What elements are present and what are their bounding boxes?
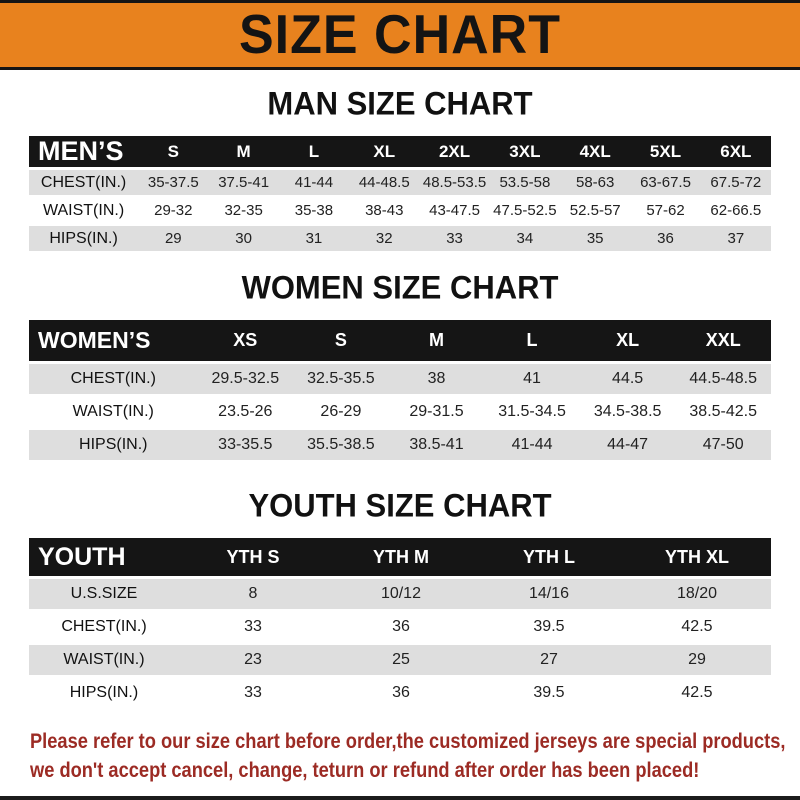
size-column-header: S — [293, 320, 389, 361]
measurement-value: 41 — [484, 364, 580, 394]
measurement-value: 48.5-53.5 — [419, 170, 489, 195]
measurement-label: CHEST(IN.) — [29, 612, 179, 642]
measurement-value: 39.5 — [475, 612, 623, 642]
measurement-value: 35-37.5 — [138, 170, 208, 195]
table-group-label: WOMEN’S — [29, 320, 198, 361]
measurement-value: 33-35.5 — [198, 430, 294, 460]
measurement-value: 23.5-26 — [198, 397, 294, 427]
size-column-header: 2XL — [419, 136, 489, 167]
measurement-value: 25 — [327, 645, 475, 675]
order-disclaimer — [30, 727, 800, 785]
measurement-label: HIPS(IN.) — [29, 430, 198, 460]
measurement-row — [29, 430, 771, 460]
measurement-value: 53.5-58 — [490, 170, 560, 195]
measurement-row — [29, 226, 771, 251]
measurement-value: 34 — [490, 226, 560, 251]
measurement-value: 36 — [630, 226, 700, 251]
measurement-value: 47-50 — [675, 430, 771, 460]
size-column-header: M — [208, 136, 278, 167]
size-column-header: XL — [580, 320, 676, 361]
size-column-header: 6XL — [701, 136, 771, 167]
table-header-row — [29, 538, 771, 576]
size-column-header: XXL — [675, 320, 771, 361]
measurement-value: 36 — [327, 678, 475, 708]
measurement-label: CHEST(IN.) — [29, 170, 138, 195]
measurement-value: 29 — [138, 226, 208, 251]
size-column-header: XL — [349, 136, 419, 167]
measurement-value: 14/16 — [475, 579, 623, 609]
measurement-value: 38-43 — [349, 198, 419, 223]
women-size-table — [29, 317, 771, 463]
man-chart-heading: MAN SIZE CHART — [267, 85, 533, 122]
size-column-header: L — [279, 136, 349, 167]
measurement-value: 44-47 — [580, 430, 676, 460]
measurement-value: 26-29 — [293, 397, 389, 427]
measurement-value: 35 — [560, 226, 630, 251]
size-column-header: 5XL — [630, 136, 700, 167]
measurement-value: 39.5 — [475, 678, 623, 708]
measurement-value: 38 — [389, 364, 485, 394]
measurement-value: 23 — [179, 645, 327, 675]
measurement-value: 37 — [701, 226, 771, 251]
measurement-value: 42.5 — [623, 612, 771, 642]
measurement-label: CHEST(IN.) — [29, 364, 198, 394]
measurement-value: 33 — [179, 612, 327, 642]
measurement-value: 63-67.5 — [630, 170, 700, 195]
measurement-row — [29, 612, 771, 642]
measurement-value: 18/20 — [623, 579, 771, 609]
disclaimer-line-2: we don't accept cancel, change, teturn or refund after order has been placed! — [30, 759, 700, 782]
measurement-value: 32-35 — [208, 198, 278, 223]
measurement-value: 44.5-48.5 — [675, 364, 771, 394]
youth-chart-heading: YOUTH SIZE CHART — [248, 487, 552, 524]
size-column-header: YTH L — [475, 538, 623, 576]
measurement-label: WAIST(IN.) — [29, 397, 198, 427]
measurement-value: 41-44 — [279, 170, 349, 195]
measurement-value: 29-31.5 — [389, 397, 485, 427]
table-group-label: MEN’S — [29, 136, 138, 167]
measurement-value: 8 — [179, 579, 327, 609]
measurement-value: 31 — [279, 226, 349, 251]
measurement-row — [29, 198, 771, 223]
size-column-header: YTH S — [179, 538, 327, 576]
measurement-row — [29, 364, 771, 394]
men-size-table — [29, 133, 771, 254]
measurement-value: 42.5 — [623, 678, 771, 708]
measurement-value: 37.5-41 — [208, 170, 278, 195]
measurement-label: HIPS(IN.) — [29, 678, 179, 708]
size-column-header: YTH XL — [623, 538, 771, 576]
measurement-value: 36 — [327, 612, 475, 642]
women-chart-heading: WOMEN SIZE CHART — [241, 269, 559, 306]
measurement-value: 32.5-35.5 — [293, 364, 389, 394]
size-column-header: XS — [198, 320, 294, 361]
measurement-value: 31.5-34.5 — [484, 397, 580, 427]
size-column-header: L — [484, 320, 580, 361]
measurement-label: HIPS(IN.) — [29, 226, 138, 251]
measurement-value: 62-66.5 — [701, 198, 771, 223]
measurement-value: 58-63 — [560, 170, 630, 195]
measurement-row — [29, 397, 771, 427]
measurement-value: 67.5-72 — [701, 170, 771, 195]
measurement-value: 35.5-38.5 — [293, 430, 389, 460]
size-column-header: YTH M — [327, 538, 475, 576]
measurement-value: 34.5-38.5 — [580, 397, 676, 427]
size-column-header: M — [389, 320, 485, 361]
measurement-row — [29, 678, 771, 708]
table-group-label: YOUTH — [29, 538, 179, 576]
table-header-row — [29, 136, 771, 167]
measurement-value: 41-44 — [484, 430, 580, 460]
youth-size-table — [29, 535, 771, 711]
measurement-value: 47.5-52.5 — [490, 198, 560, 223]
measurement-value: 32 — [349, 226, 419, 251]
measurement-label: U.S.SIZE — [29, 579, 179, 609]
measurement-value: 27 — [475, 645, 623, 675]
measurement-row — [29, 645, 771, 675]
measurement-value: 35-38 — [279, 198, 349, 223]
measurement-value: 44.5 — [580, 364, 676, 394]
measurement-value: 38.5-41 — [389, 430, 485, 460]
measurement-value: 29 — [623, 645, 771, 675]
measurement-value: 29.5-32.5 — [198, 364, 294, 394]
measurement-value: 57-62 — [630, 198, 700, 223]
measurement-value: 33 — [179, 678, 327, 708]
measurement-value: 29-32 — [138, 198, 208, 223]
measurement-label: WAIST(IN.) — [29, 645, 179, 675]
size-column-header: 4XL — [560, 136, 630, 167]
disclaimer-line-1: Please refer to our size chart before order,the customized jerseys are special products, — [30, 730, 786, 753]
measurement-value: 30 — [208, 226, 278, 251]
measurement-row — [29, 579, 771, 609]
measurement-label: WAIST(IN.) — [29, 198, 138, 223]
size-column-header: S — [138, 136, 208, 167]
measurement-value: 52.5-57 — [560, 198, 630, 223]
measurement-row — [29, 170, 771, 195]
measurement-value: 33 — [419, 226, 489, 251]
size-chart-banner — [0, 0, 800, 70]
table-header-row — [29, 320, 771, 361]
page-title: SIZE CHART — [239, 4, 561, 66]
measurement-value: 10/12 — [327, 579, 475, 609]
measurement-value: 38.5-42.5 — [675, 397, 771, 427]
measurement-value: 44-48.5 — [349, 170, 419, 195]
size-column-header: 3XL — [490, 136, 560, 167]
measurement-value: 43-47.5 — [419, 198, 489, 223]
